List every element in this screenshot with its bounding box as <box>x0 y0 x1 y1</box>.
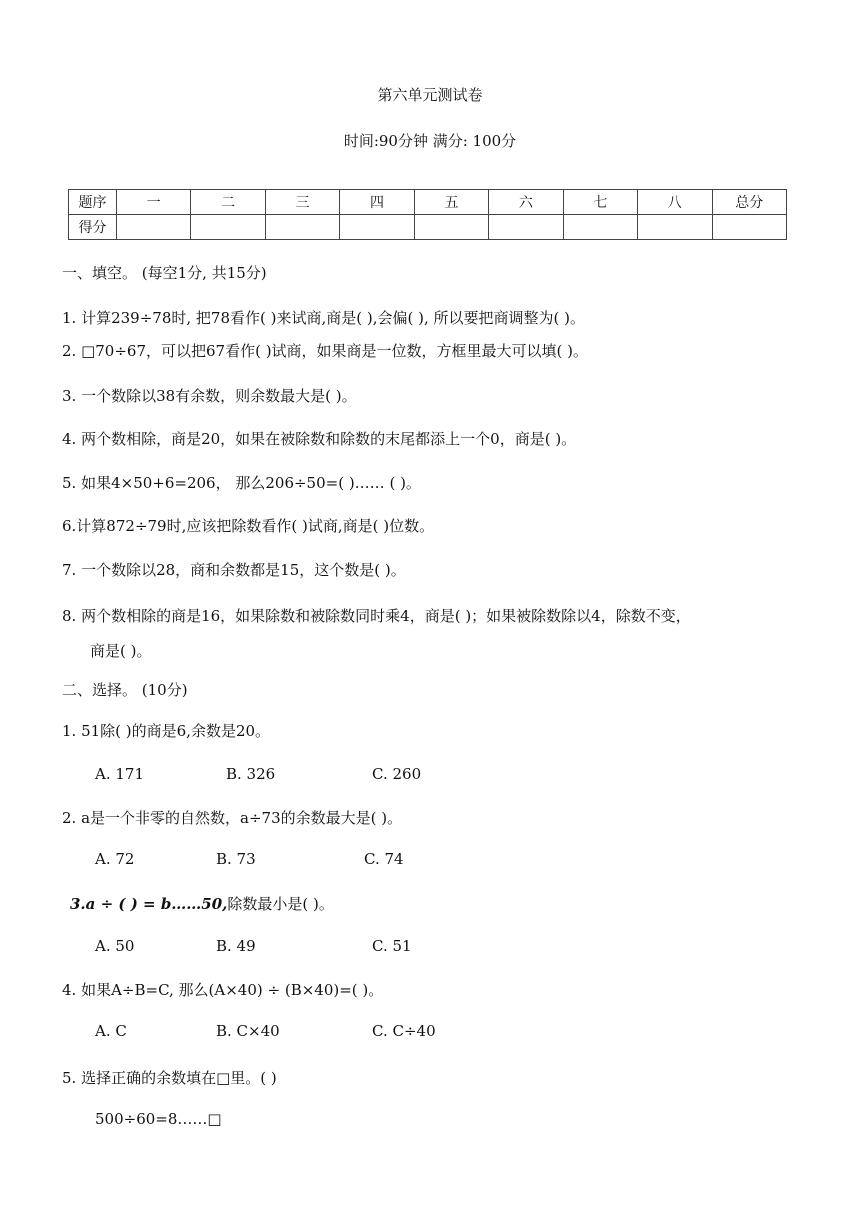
choice-3-option-a: A. 50 <box>95 937 135 955</box>
choice-5-expression: 500÷60=8……□ <box>95 1110 222 1128</box>
score-cell: 七 <box>563 190 637 215</box>
score-row-label: 得分 <box>69 215 117 240</box>
score-cell: 二 <box>191 190 265 215</box>
score-table-score-row <box>69 215 787 240</box>
fill-question-2: 2. □70÷67，可以把67看作( )试商，如果商是一位数，方框里最大可以填( )。 <box>62 342 589 360</box>
score-input-cell[interactable] <box>712 215 787 240</box>
section1-heading: 一、填空。 (每空1分, 共15分) <box>62 264 267 282</box>
score-input-cell[interactable] <box>638 215 712 240</box>
score-input-cell[interactable] <box>191 215 265 240</box>
fill-question-7: 7. 一个数除以28，商和余数都是15，这个数是( )。 <box>62 561 406 579</box>
choice-3-option-c: C. 51 <box>372 937 412 955</box>
choice-3-option-b: B. 49 <box>216 937 256 955</box>
score-table-header-row <box>69 190 787 215</box>
score-cell: 五 <box>414 190 488 215</box>
choice-question-1: 1. 51除( )的商是6,余数是20。 <box>62 722 271 740</box>
choice-question-5: 5. 选择正确的余数填在□里。( ) <box>62 1069 277 1087</box>
choice-2-option-b: B. 73 <box>216 850 256 868</box>
score-input-cell[interactable] <box>563 215 637 240</box>
score-cell: 六 <box>489 190 563 215</box>
score-input-cell[interactable] <box>265 215 339 240</box>
choice-question-4: 4. 如果A÷B=C, 那么(A×40) ÷ (B×40)=( )。 <box>62 981 384 999</box>
choice-4-option-b: B. C×40 <box>216 1022 280 1040</box>
fill-question-6: 6.计算872÷79时,应该把除数看作( )试商,商是( )位数。 <box>62 517 435 535</box>
fill-question-8-line1: 8. 两个数相除的商是16，如果除数和被除数同时乘4，商是( )；如果被除数除以4，除数不变， <box>62 607 691 625</box>
choice-2-option-c: C. 74 <box>364 850 404 868</box>
page-title: 第六单元测试卷 <box>377 86 483 104</box>
score-cell-total: 总分 <box>712 190 787 215</box>
choice-1-option-a: A. 171 <box>95 765 144 783</box>
fill-question-1: 1. 计算239÷78时, 把78看作( )来试商,商是( ),会偏( ), 所以要把商调整为( )。 <box>62 309 585 327</box>
score-cell: 一 <box>117 190 191 215</box>
fill-question-4: 4. 两个数相除，商是20，如果在被除数和除数的末尾都添上一个0，商是( )。 <box>62 430 577 448</box>
score-cell: 四 <box>340 190 414 215</box>
choice-4-option-c: C. C÷40 <box>372 1022 436 1040</box>
section2-heading: 二、选择。 (10分) <box>62 681 188 699</box>
choice-1-option-c: C. 260 <box>372 765 422 783</box>
score-cell: 八 <box>638 190 712 215</box>
score-input-cell[interactable] <box>489 215 563 240</box>
choice-question-3 <box>70 893 334 914</box>
score-input-cell[interactable] <box>117 215 191 240</box>
choice-question-2: 2. a是一个非零的自然数，a÷73的余数最大是( )。 <box>62 809 403 827</box>
choice-3-text: 除数最小是( )。 <box>227 895 334 913</box>
score-input-cell[interactable] <box>414 215 488 240</box>
choice-1-option-b: B. 326 <box>226 765 276 783</box>
choice-4-option-a: A. C <box>95 1022 127 1040</box>
fill-question-3: 3. 一个数除以38有余数，则余数最大是( )。 <box>62 387 357 405</box>
page-subtitle: 时间:90分钟 满分: 100分 <box>343 132 517 150</box>
choice-2-option-a: A. 72 <box>95 850 135 868</box>
score-cell: 三 <box>265 190 339 215</box>
score-cell-label: 题序 <box>69 190 117 215</box>
fill-question-5: 5. 如果4×50+6=206， 那么206÷50=( )…… ( )。 <box>62 474 421 492</box>
score-table <box>68 189 787 240</box>
fill-question-8-line2: 商是( )。 <box>90 642 152 660</box>
score-input-cell[interactable] <box>340 215 414 240</box>
choice-3-math-expression: 3.a ÷ ( ) = b……50, <box>70 895 228 913</box>
